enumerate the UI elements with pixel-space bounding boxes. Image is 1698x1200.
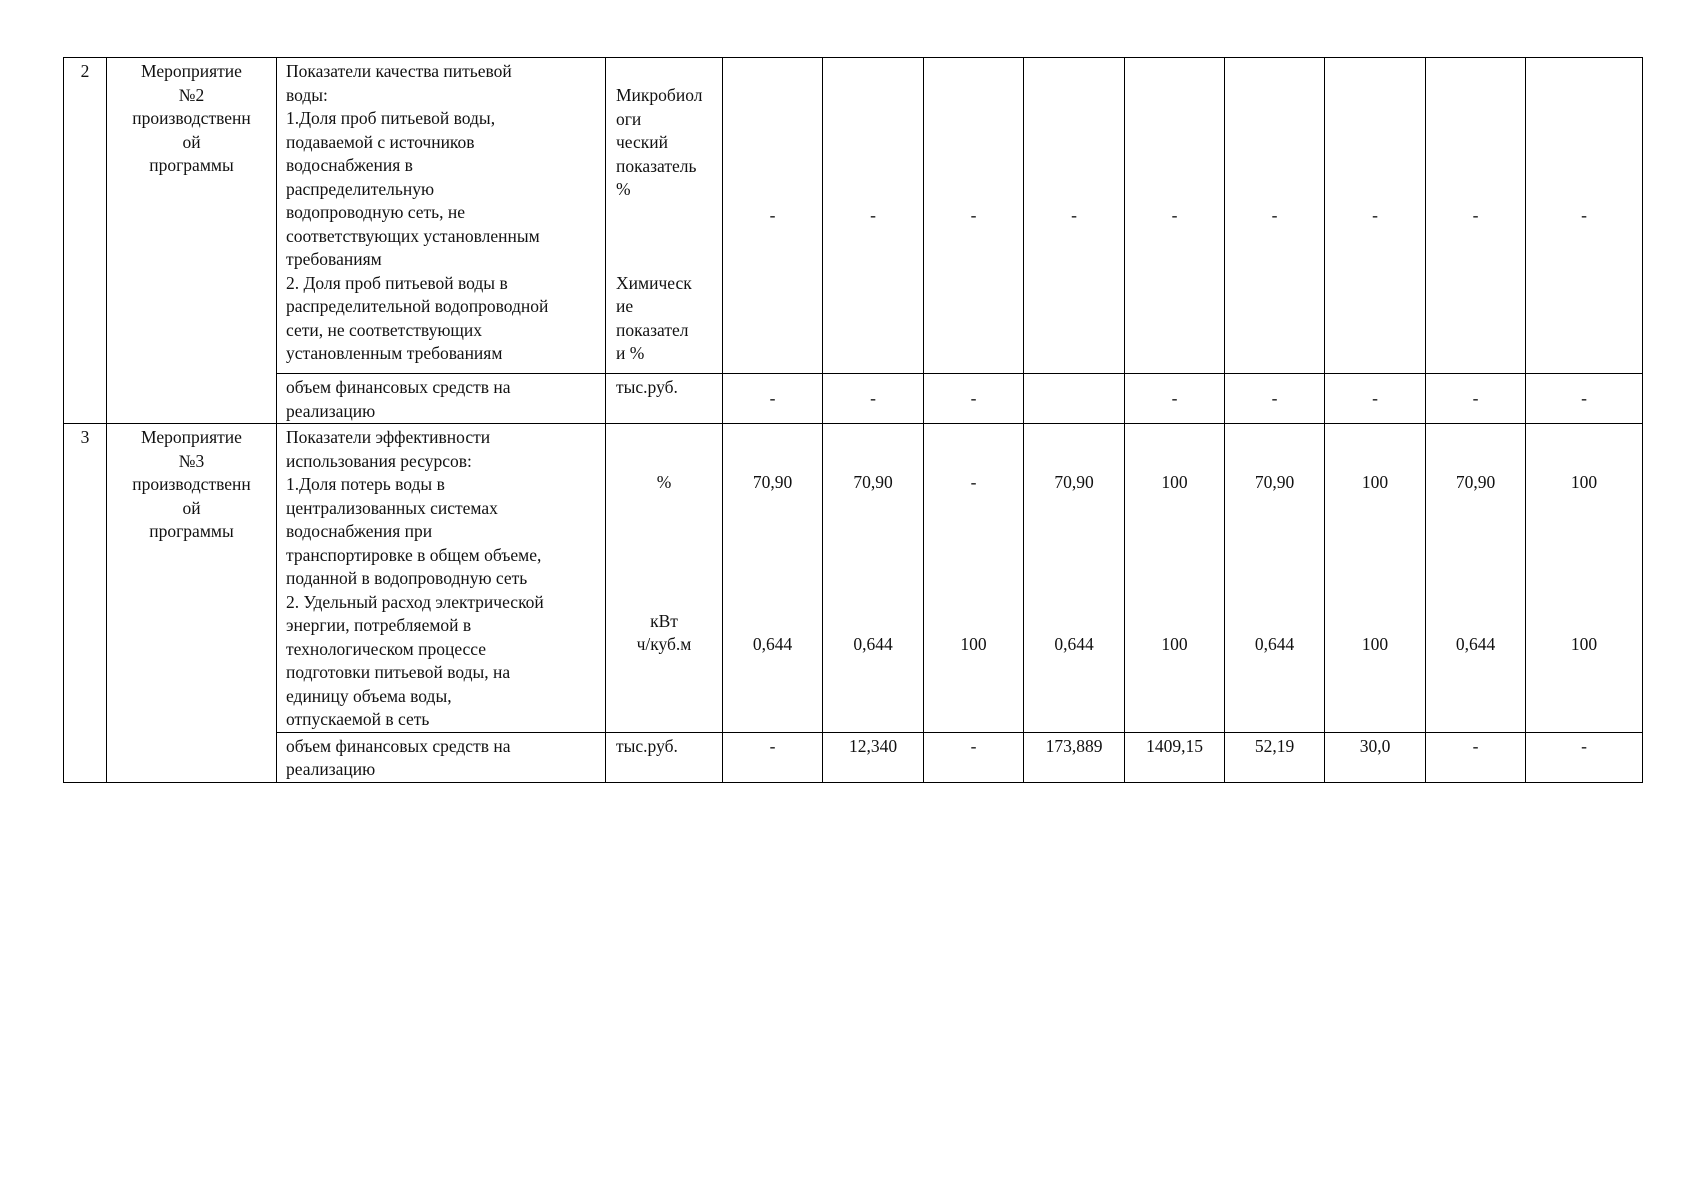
event-name-line: программы: [149, 521, 234, 541]
value-line-1: 70,90: [1254, 472, 1295, 492]
text-line: поданной в водопроводную сеть: [286, 568, 528, 588]
value-cell: -: [1526, 58, 1643, 374]
value-line-2: 0,644: [853, 633, 893, 654]
row-number: 2: [64, 58, 107, 424]
value-line-1: 100: [1361, 472, 1389, 492]
value-line-1: 70,90: [1054, 472, 1094, 492]
value-cell: [1526, 424, 1643, 733]
text-line: воды:: [286, 84, 328, 105]
text-line: 1.Доля потерь воды в: [286, 474, 445, 494]
text-line: использования ресурсов:: [286, 450, 472, 471]
value-line-2: 0,644: [752, 633, 793, 654]
table-row: [64, 424, 1643, 733]
event-name: [107, 58, 277, 424]
value-cell: [823, 424, 924, 733]
text-line: 1.Доля проб питьевой воды,: [286, 108, 496, 128]
unit-line: и %: [616, 343, 645, 363]
finance-value: -: [1526, 374, 1643, 424]
value-line-2: 0,644: [1254, 633, 1295, 654]
table-row: [64, 374, 1643, 424]
unit-line: ческий: [616, 132, 669, 152]
text-line: Показатели качества питьевой: [286, 61, 512, 81]
value-cell: -: [1426, 58, 1526, 374]
value-cell: -: [823, 58, 924, 374]
finance-value: [1024, 374, 1125, 424]
table-row: [64, 58, 1643, 374]
text-line: технологическом процессе: [286, 638, 487, 659]
text-line: водопроводную сеть, не: [286, 202, 466, 222]
value-cell: -: [723, 58, 823, 374]
value-line-2: 100: [1570, 633, 1598, 654]
value-cell: [1426, 424, 1526, 733]
finance-value: -: [1426, 374, 1526, 424]
value-cell: -: [1225, 58, 1325, 374]
text-line: распределительной водопроводной: [286, 296, 549, 316]
unit-line: показател: [616, 319, 689, 340]
text-line: объем финансовых средств на: [286, 377, 511, 397]
finance-value: 173,889: [1024, 732, 1125, 782]
event-name-line: ой: [182, 497, 201, 518]
text-line: подаваемой с источников: [286, 131, 475, 152]
value-line-2: 100: [1161, 633, 1188, 654]
finance-value: -: [1426, 732, 1526, 782]
event-name-line: производственн: [132, 108, 251, 128]
unit-line: кВт: [650, 610, 678, 631]
unit-cell: [606, 58, 723, 374]
finance-unit: тыс.руб.: [606, 732, 723, 782]
text-line: сети, не соответствующих: [286, 319, 482, 340]
text-line: энергии, потребляемой в: [286, 615, 472, 635]
text-line: 2. Удельный расход электрической: [286, 591, 544, 612]
text-line: реализацию: [286, 759, 376, 779]
text-line: 2. Доля проб питьевой воды в: [286, 272, 508, 293]
text-line: требованиям: [286, 249, 382, 269]
event-name-line: программы: [149, 155, 234, 175]
value-line-1: -: [970, 472, 977, 492]
event-name-line: Мероприятие: [141, 427, 242, 447]
row-number: 3: [64, 424, 107, 783]
finance-value: 52,19: [1225, 732, 1325, 782]
finance-value: -: [1225, 374, 1325, 424]
unit-line: Микробиол: [616, 85, 703, 105]
unit-line: ие: [616, 296, 634, 316]
value-line-1: 70,90: [752, 472, 793, 492]
value-cell: -: [924, 58, 1024, 374]
value-cell: [723, 424, 823, 733]
unit-line: ч/куб.м: [636, 634, 692, 654]
value-cell: -: [1024, 58, 1125, 374]
value-cell: [924, 424, 1024, 733]
text-line: объем финансовых средств на: [286, 735, 511, 756]
value-line-2: 0,644: [1455, 633, 1496, 654]
value-cell: -: [1125, 58, 1225, 374]
finance-value: -: [1526, 732, 1643, 782]
finance-value: -: [823, 374, 924, 424]
text-line: соответствующих установленным: [286, 225, 540, 246]
value-line-1: 100: [1161, 472, 1188, 492]
text-line: централизованных системах: [286, 497, 498, 518]
text-line: распределительную: [286, 178, 435, 199]
indicator-description: [277, 58, 606, 374]
value-line-2: 100: [1361, 633, 1389, 654]
table-row: [64, 732, 1643, 782]
unit-line: показатель: [616, 155, 697, 176]
event-name-line: №2: [178, 84, 205, 105]
text-line: водоснабжения в: [286, 155, 413, 175]
value-cell: [1325, 424, 1426, 733]
event-name: [107, 424, 277, 783]
finance-value: -: [924, 374, 1024, 424]
value-line-1: 100: [1570, 472, 1598, 492]
unit-line: Химическ: [616, 272, 692, 293]
unit-percent: %: [656, 472, 672, 492]
event-name-line: №3: [178, 450, 205, 471]
finance-value: 12,340: [823, 732, 924, 782]
text-line: реализацию: [286, 400, 376, 421]
text-line: установленным требованиям: [286, 343, 503, 363]
value-line-2: 100: [960, 633, 987, 654]
event-name-line: Мероприятие: [141, 61, 242, 81]
text-line: Показатели эффективности: [286, 427, 491, 447]
value-line-1: 70,90: [853, 472, 893, 492]
finance-value: -: [1125, 374, 1225, 424]
unit-cell: [606, 424, 723, 733]
finance-value: -: [723, 732, 823, 782]
value-line-2: 0,644: [1054, 633, 1094, 654]
finance-value: 30,0: [1325, 732, 1426, 782]
production-program-table: [63, 57, 1643, 783]
text-line: транспортировке в общем объеме,: [286, 544, 542, 565]
indicator-description: [277, 424, 606, 733]
finance-value: -: [924, 732, 1024, 782]
text-line: подготовки питьевой воды, на: [286, 662, 511, 682]
unit-line: оги: [616, 108, 642, 129]
text-line: отпускаемой в сеть: [286, 709, 430, 729]
text-line: единицу объема воды,: [286, 685, 452, 706]
finance-label: [277, 374, 606, 424]
event-name-line: производственн: [132, 474, 251, 494]
value-line-1: 70,90: [1455, 472, 1496, 492]
value-cell: [1225, 424, 1325, 733]
text-line: водоснабжения при: [286, 521, 433, 541]
value-cell: [1024, 424, 1125, 733]
finance-value: -: [1325, 374, 1426, 424]
finance-value: -: [723, 374, 823, 424]
value-cell: -: [1325, 58, 1426, 374]
finance-value: 1409,15: [1125, 732, 1225, 782]
value-cell: [1125, 424, 1225, 733]
finance-label: [277, 732, 606, 782]
event-name-line: ой: [182, 131, 201, 152]
unit-line: %: [616, 179, 631, 199]
finance-unit: тыс.руб.: [606, 374, 723, 424]
